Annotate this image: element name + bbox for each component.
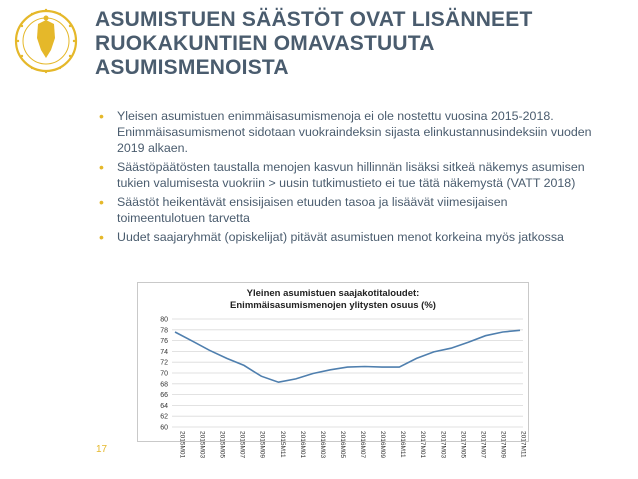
chart-container xyxy=(137,282,529,459)
bullet-icon: • xyxy=(99,108,104,124)
bullet-text: Säästöt heikentävät ensisijaisen etuuden tasoa ja lisäävät viimesijaisen toimeentulotuen tarvetta xyxy=(117,195,508,225)
x-tick-label: 2015M01 xyxy=(178,431,186,459)
x-tick-label: 2016M05 xyxy=(338,431,346,459)
y-tick-label: 78 xyxy=(160,327,168,335)
bullet-text: Säästöpäätösten taustalla menojen kasvun hillinnän lisäksi sitkeä näkemys asumisen tukien valumisesta vuokriin > uusin tutkimustieto ei tue tätä näkemystä (VATT 2018) xyxy=(117,160,585,190)
x-tick-label: 2015M07 xyxy=(238,431,246,459)
bullet-icon: • xyxy=(99,229,104,245)
x-tick-label: 2017M11 xyxy=(519,431,527,458)
x-tick-label: 2017M03 xyxy=(439,431,447,459)
x-tick-label: 2016M03 xyxy=(318,431,326,459)
bullet-item xyxy=(97,229,597,245)
bullet-item xyxy=(97,108,597,156)
x-tick-label: 2017M07 xyxy=(479,431,487,459)
page-number: 17 xyxy=(96,444,108,455)
title-line-1: ASUMISTUEN SÄÄSTÖT OVAT LISÄNNEET xyxy=(95,8,533,31)
x-tick-label: 2016M11 xyxy=(399,431,407,458)
bullet-item xyxy=(97,159,597,191)
y-axis-ticks xyxy=(160,317,168,432)
y-tick-label: 70 xyxy=(160,370,168,378)
bullet-icon: • xyxy=(99,159,104,175)
x-tick-label: 2017M09 xyxy=(499,431,507,459)
government-logo xyxy=(14,6,78,76)
chart-grid xyxy=(172,319,523,427)
chart-title-line-2: Enimmäisasumismenojen ylitysten osuus (%) xyxy=(230,300,436,311)
x-tick-label: 2016M09 xyxy=(379,431,387,459)
y-tick-label: 72 xyxy=(160,359,168,367)
y-tick-label: 80 xyxy=(160,316,168,324)
lion-coat-of-arms-icon xyxy=(14,6,78,76)
x-axis-ticks xyxy=(179,431,527,458)
y-tick-label: 62 xyxy=(160,413,168,421)
x-tick-label: 2017M05 xyxy=(459,431,467,459)
x-tick-label: 2015M05 xyxy=(218,431,226,459)
bullet-icon: • xyxy=(99,194,104,210)
x-tick-label: 2015M09 xyxy=(258,431,266,459)
title-line-3: ASUMISMENOISTA xyxy=(95,56,289,79)
x-tick-label: 2016M01 xyxy=(298,431,306,459)
chart-title-line-1: Yleinen asumistuen saajakotitaloudet: xyxy=(246,288,420,299)
title-line-2: RUOKAKUNTIEN OMAVASTUUTA xyxy=(95,32,435,55)
bullet-item xyxy=(97,194,597,226)
x-tick-label: 2017M01 xyxy=(419,431,427,459)
slide-title xyxy=(95,8,615,80)
y-tick-label: 64 xyxy=(160,402,168,410)
y-tick-label: 68 xyxy=(160,381,168,389)
line-chart xyxy=(138,283,528,459)
x-tick-label: 2015M03 xyxy=(198,431,206,459)
y-tick-label: 60 xyxy=(160,424,168,432)
bullet-list xyxy=(97,108,597,248)
bullet-text: Yleisen asumistuen enimmäisasumismenoja ei ole nostettu vuosina 2015-2018. Enimmäisasumismenot sidotaan vuokraindeksin sijasta elinkustannusindeksiin vuoden 2019 alkaen. xyxy=(117,109,592,155)
x-tick-label: 2015M11 xyxy=(278,431,286,458)
y-tick-label: 74 xyxy=(160,348,168,356)
series-line xyxy=(175,330,520,382)
y-tick-label: 66 xyxy=(160,392,168,400)
x-tick-label: 2016M07 xyxy=(359,431,367,459)
y-tick-label: 76 xyxy=(160,338,168,346)
bullet-text: Uudet saajaryhmät (opiskelijat) pitävät asumistuen menot korkeina myös jatkossa xyxy=(117,230,564,244)
